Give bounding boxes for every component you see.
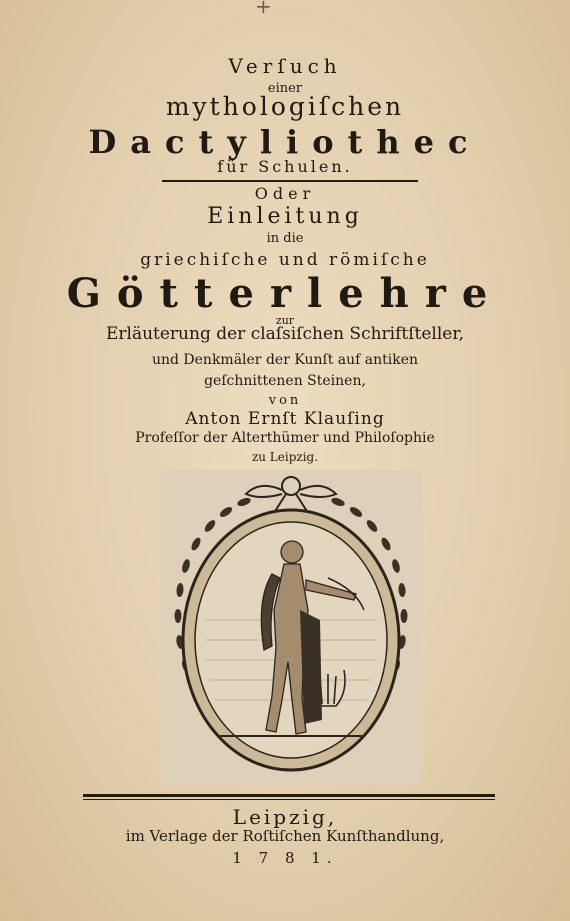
corner-mark: + xyxy=(255,0,272,18)
subtitle-oder: Oder xyxy=(254,184,316,203)
subtitle-goetterlehre: Götterlehre xyxy=(66,270,504,317)
author-title: Profeſſor der Alterthümer und Philoſophie xyxy=(135,430,435,446)
author-name: Anton Ernſt Klauſing xyxy=(185,409,385,429)
subtitle-einleitung: Einleitung xyxy=(207,204,363,229)
title-line-fuer-schulen: für Schulen. xyxy=(217,157,353,176)
imprint-publisher: im Verlage der Roſtiſchen Kunſthandlung, xyxy=(125,827,445,845)
subtitle-in-die: in die xyxy=(266,231,304,246)
subtitle-griechische: griechiſche und römiſche xyxy=(140,250,430,270)
subtitle-denkmaeler: und Denkmäler der Kunſt auf antiken xyxy=(151,352,419,368)
imprint-divider-thick xyxy=(83,794,495,797)
title-divider xyxy=(162,180,418,182)
title-line-dactyliothec: Dactyliothec xyxy=(88,123,482,161)
imprint-year: 1 7 8 1. xyxy=(232,849,338,867)
subtitle-erlaeuterung: Erläuterung der claſsiſchen Schriftſteller, xyxy=(105,324,465,344)
apollo-engraving-image xyxy=(160,470,422,784)
imprint-city: Leipzig, xyxy=(232,805,338,829)
subtitle-zur: zur xyxy=(275,314,295,327)
subtitle-steinen: geſchnittenen Steinen, xyxy=(204,373,366,389)
author-place: zu Leipzig. xyxy=(251,450,319,464)
imprint-divider-thin xyxy=(83,799,495,800)
title-line-mythologischen: mythologiſchen xyxy=(165,92,405,121)
title-line-einer: einer xyxy=(267,81,303,96)
byline-von: von xyxy=(268,393,302,408)
title-line-versuch: Verſuch xyxy=(228,54,342,78)
